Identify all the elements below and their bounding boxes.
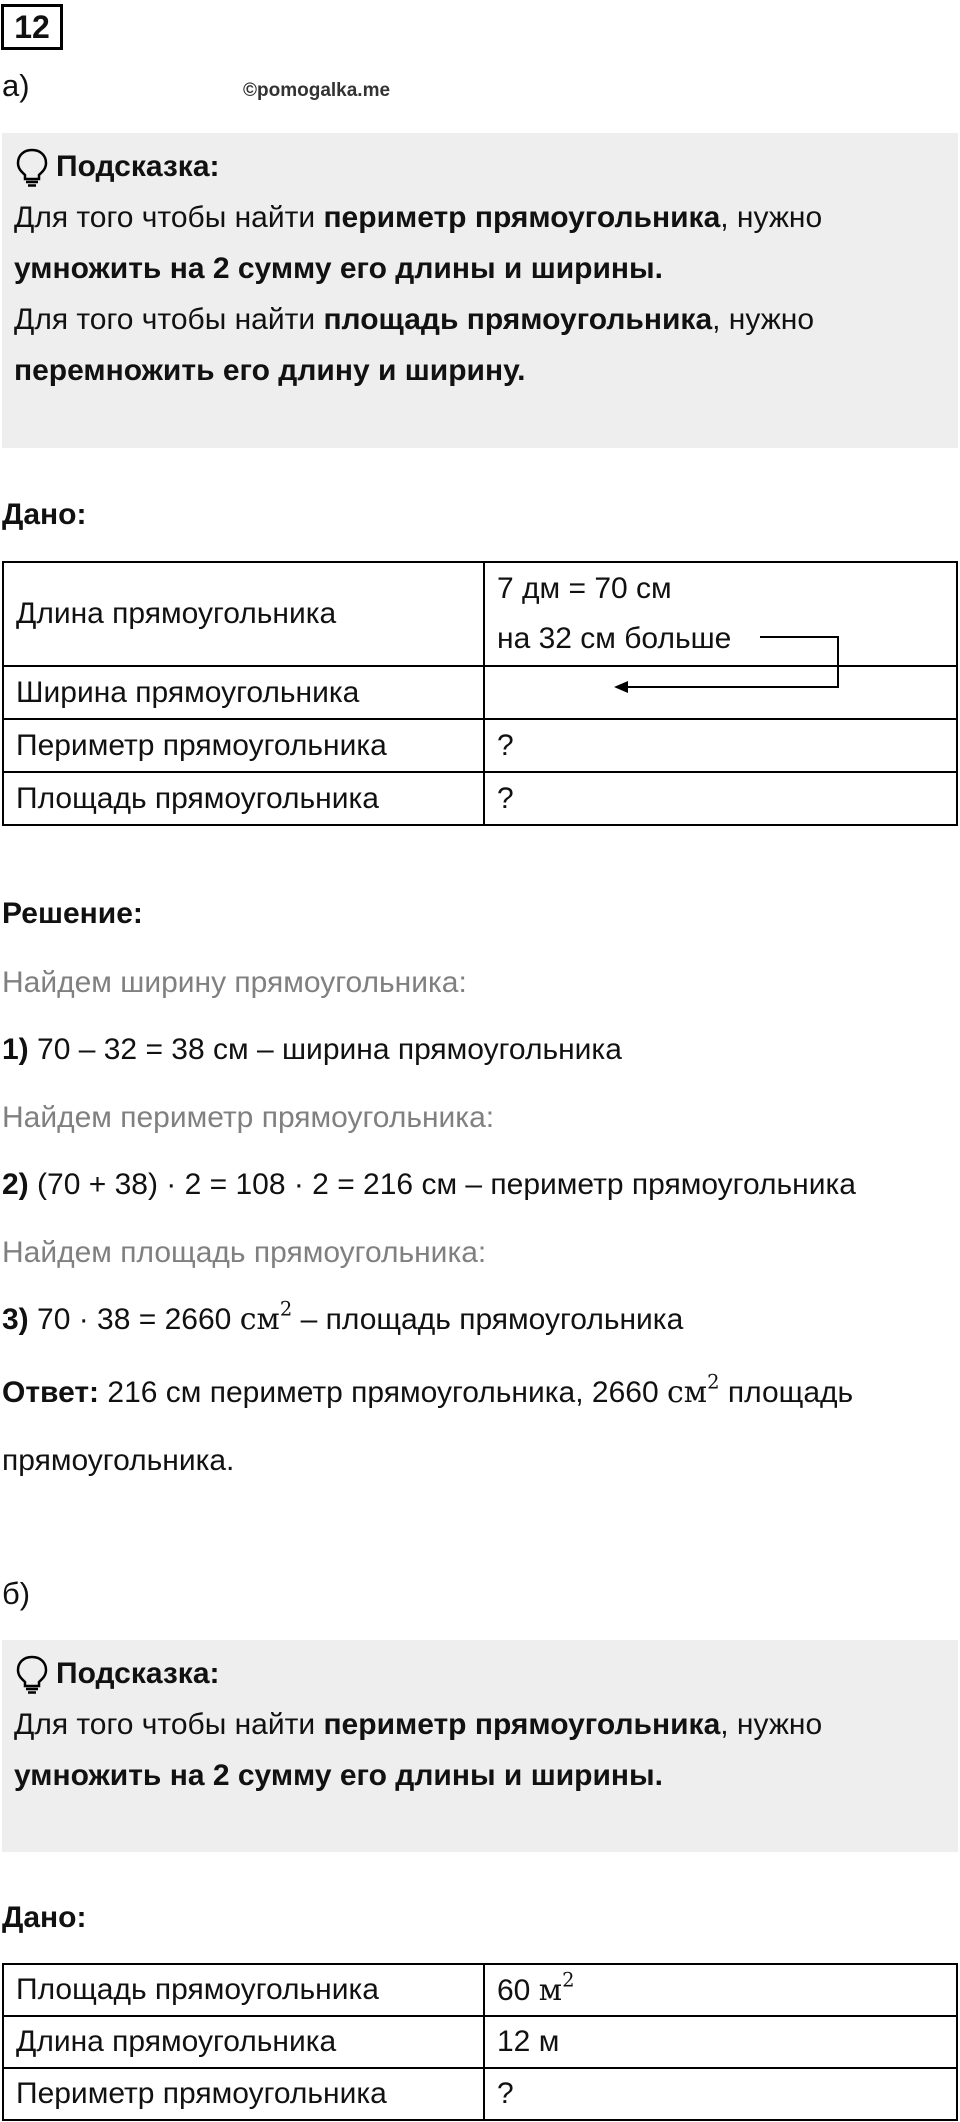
given-value: ?	[484, 772, 957, 825]
given-label: Площадь прямоугольника	[3, 772, 484, 825]
given-heading-b: Дано:	[2, 1901, 87, 1934]
given-value: 12 м	[484, 2016, 957, 2068]
given-value: ?	[484, 2068, 957, 2120]
part-b-label: б)	[2, 1576, 31, 1611]
given-label: Площадь прямоугольника	[3, 1964, 484, 2016]
given-value: 60 $м^2$	[484, 1964, 957, 2016]
lightbulb-icon	[14, 1654, 50, 1694]
table-row	[3, 2068, 957, 2120]
step-line: 2) (70 + 38) · 2 = 108 · 2 = 216 см – периметр прямоугольника	[2, 1168, 856, 1201]
given-label: Длина прямоугольника	[3, 562, 484, 666]
given-label: Длина прямоугольника	[3, 2016, 484, 2068]
arrow-icon	[600, 625, 850, 695]
given-table-b	[2, 1963, 958, 2121]
solution-heading-a: Решение:	[2, 897, 143, 930]
step-line: 3) 70 · 38 = 2660 $см^2$ – площадь прямоугольника	[2, 1297, 684, 1337]
task-number: 12	[1, 4, 63, 50]
hint-title-a: Подсказка:	[14, 141, 946, 192]
given-label: Ширина прямоугольника	[3, 666, 484, 719]
hint-box-a	[2, 133, 958, 448]
hint-box-b	[2, 1640, 958, 1852]
step-line: 1) 70 – 32 = 38 см – ширина прямоугольника	[2, 1033, 622, 1066]
hint-b-line1: Для того чтобы найти периметр прямоугольника, нужно	[14, 1708, 823, 1741]
given-label: Периметр прямоугольника	[3, 2068, 484, 2120]
given-label: Периметр прямоугольника	[3, 719, 484, 772]
answer-line: Ответ: 216 см периметр прямоугольника, 2660 $см^2$ площадь	[2, 1370, 854, 1410]
hint-a-line2: умножить на 2 сумму его длины и ширины.	[14, 252, 663, 285]
given-value: ?	[484, 719, 957, 772]
hint-a-line3: Для того чтобы найти площадь прямоугольника, нужно	[14, 303, 815, 336]
table-row	[3, 719, 957, 772]
hint-title-b: Подсказка:	[14, 1648, 946, 1699]
given-heading-a: Дано:	[2, 498, 87, 531]
table-row	[3, 1964, 957, 2016]
step-note: Найдем площадь прямоугольника:	[2, 1236, 487, 1269]
hint-a-line4: перемножить его длину и ширину.	[14, 354, 526, 387]
step-note: Найдем периметр прямоугольника:	[2, 1101, 495, 1134]
part-a-label: а)	[2, 68, 30, 103]
table-row	[3, 2016, 957, 2068]
given-value: 7 дм = 70 см на 32 см больше	[484, 562, 957, 666]
hint-a-line1: Для того чтобы найти периметр прямоугольника, нужно	[14, 201, 823, 234]
table-row	[3, 772, 957, 825]
watermark: ©pomogalka.me	[243, 80, 391, 101]
step-note: Найдем ширину прямоугольника:	[2, 966, 467, 999]
answer-line2: прямоугольника.	[2, 1444, 235, 1477]
lightbulb-icon	[14, 147, 50, 187]
hint-b-line2: умножить на 2 сумму его длины и ширины.	[14, 1759, 663, 1792]
